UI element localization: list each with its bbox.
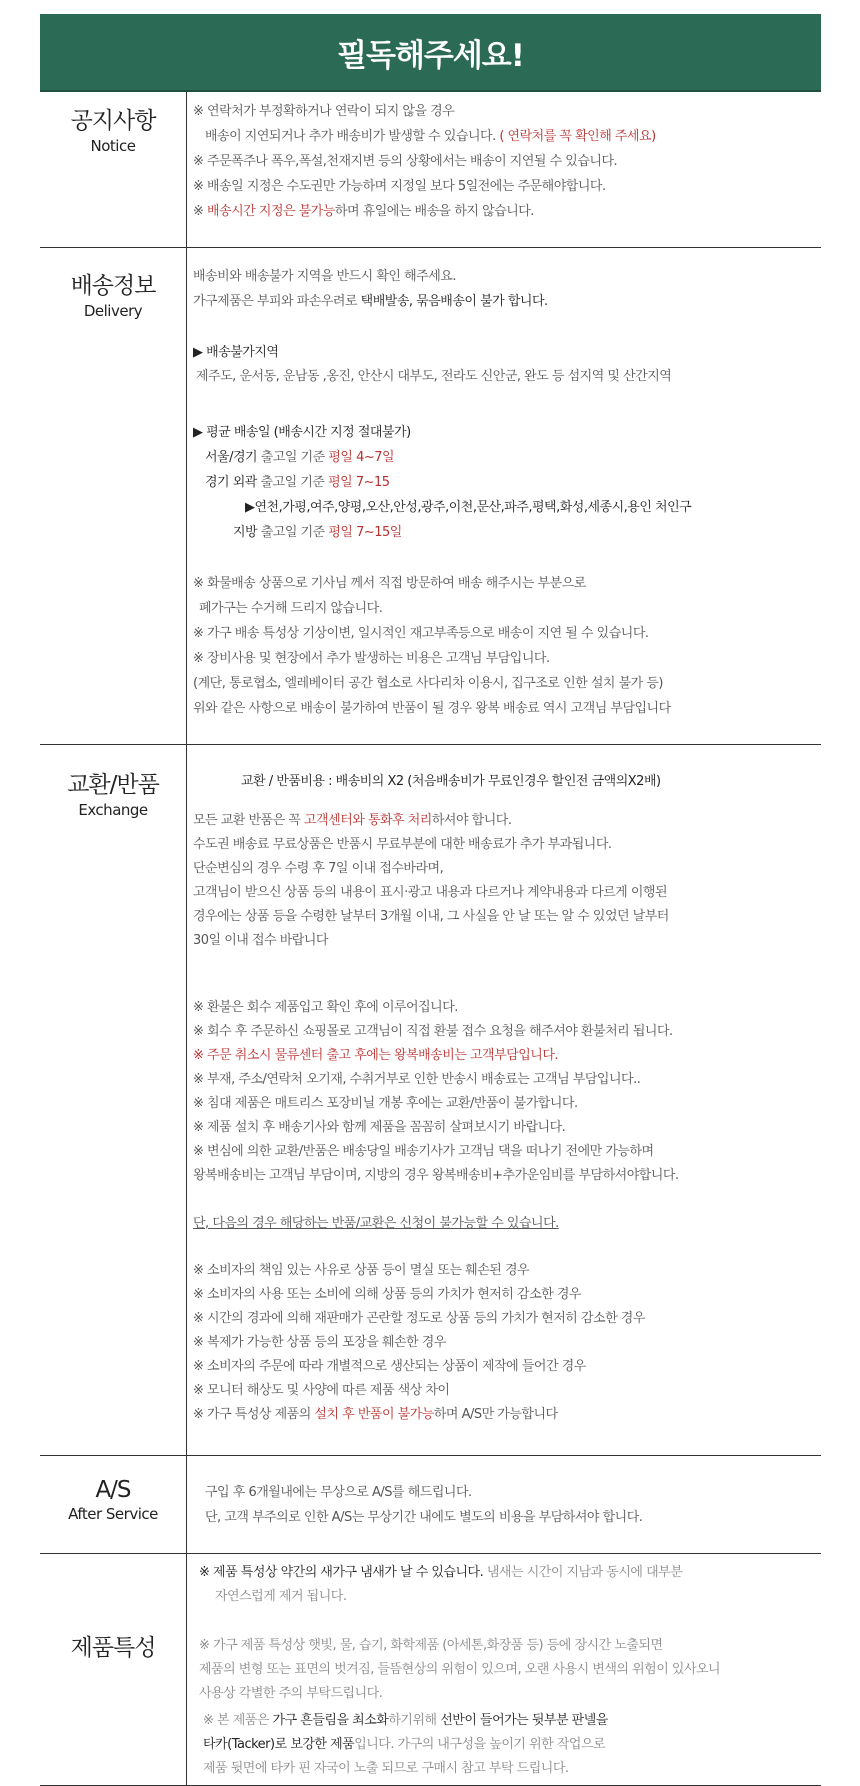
exchange-line: 왕복배송비는 고객님 부담이며, 지방의 경우 왕복배송비+추가운임비를 부담하셔야합니다.	[193, 1168, 679, 1183]
notice-line: ※ 주문폭주나 폭우,폭설,천재지변 등의 상황에서는 배송이 지연될 수 있습니다.	[193, 154, 618, 169]
exchange-line: ※ 제품 설치 후 배송기사와 함께 제품을 꼼꼼히 살펴보시기 바랍니다.	[193, 1120, 566, 1135]
delivery-label-en: Delivery	[83, 302, 143, 320]
notice-label	[40, 102, 186, 155]
exchange-line: ※ 복제가 가능한 상품 등의 포장을 훼손한 경우	[193, 1335, 446, 1350]
delivery-label-ko: 배송정보	[70, 273, 156, 299]
notice-line: ※ 배송일 지정은 수도권만 가능하며 지정일 보다 5일전에는 주문해야합니다.	[193, 179, 606, 194]
section-divider	[186, 92, 187, 247]
delivery-heading: ▶ 평균 배송일 (배송시간 지정 절대불가)	[193, 425, 411, 440]
product-label-ko: 제품특성	[70, 1635, 156, 1661]
notice-line: 배송이 지연되거나 추가 배송비가 발생할 수 있습니다. ( 연락처를 꼭 확인해 주세요)	[205, 129, 656, 144]
delivery-line: ※ 가구 배송 특성상 기상이변, 일시적인 재고부족등으로 배송이 지연 될 수 있습니다.	[193, 626, 649, 641]
as-label-en: After Service	[68, 1505, 158, 1523]
product-line: 사용상 각별한 주의 부탁드립니다.	[199, 1686, 383, 1701]
delivery-line: ※ 화물배송 상품으로 기사님 께서 직접 방문하여 배송 해주시는 부분으로	[193, 576, 586, 591]
section-divider	[186, 744, 187, 1455]
product-line: 자연스럽게 제거 됩니다.	[215, 1589, 347, 1604]
section-divider	[186, 247, 187, 744]
exchange-section	[40, 744, 821, 1456]
notice-line: ※ 연락처가 부정확하거나 연락이 되지 않을 경우	[193, 104, 455, 119]
product-line: 제품의 변형 또는 표면의 벗겨짐, 들뜸현상의 위험이 있으며, 오랜 사용시 변색의 위험이 있사오니	[199, 1662, 721, 1677]
product-label	[40, 1629, 186, 1662]
delivery-line: 위와 같은 사항으로 배송이 불가하여 반품이 될 경우 왕복 배송료 역시 고객님 부담입니다	[193, 701, 671, 716]
exchange-fee: 교환 / 반품비용 : 배송비의 X2 (처음배송비가 무료인경우 할인전 금액의X2배)	[241, 774, 661, 789]
delivery-row: 지방 출고일 기준 평일 7~15일	[233, 525, 402, 540]
product-line: 타카(Tacker)로 보강한 제품입니다. 가구의 내구성을 높이기 위한 작업으로	[203, 1737, 606, 1752]
delivery-row: ▶연천,가평,여주,양평,오산,안성,광주,이천,문산,파주,평택,화성,세종시,용인 처인구	[245, 500, 692, 515]
product-line: 제품 뒷면에 타카 핀 자국이 노출 되므로 구매시 참고 부탁 드립니다.	[203, 1761, 569, 1776]
delivery-line: (계단, 통로협소, 엘레베이터 공간 협소로 사다리차 이용시, 집구조로 인한 설치 불가 등)	[193, 676, 663, 691]
exchange-line: ※ 시간의 경과에 의해 재판매가 곤란할 정도로 상품 등의 가치가 현저히 감소한 경우	[193, 1311, 645, 1326]
delivery-row: 경기 외곽 출고일 기준 평일 7~15	[205, 475, 390, 490]
exchange-line: ※ 부재, 주소/연락처 오기재, 수취거부로 인한 반송시 배송료는 고객님 부담입니다..	[193, 1072, 641, 1087]
exchange-line: 고객님이 받으신 상품 등의 내용이 표시·광고 내용과 다르거나 계약내용과 다르게 이행된	[193, 885, 668, 900]
exchange-line: ※ 주문 취소시 물류센터 출고 후에는 왕복배송비는 고객부담입니다.	[193, 1048, 559, 1063]
delivery-line: 배송비와 배송불가 지역을 반드시 확인 해주세요.	[193, 269, 456, 284]
delivery-line: 가구제품은 부피와 파손우려로 택배발송, 묶음배송이 불가 합니다.	[193, 294, 548, 309]
exchange-line: 경우에는 상품 등을 수령한 날부터 3개월 이내, 그 사실을 안 날 또는 알 수 있었던 날부터	[193, 909, 669, 924]
exchange-label	[40, 766, 186, 819]
exchange-line: ※ 회수 후 주문하신 쇼핑몰로 고객님이 직접 환불 접수 요청을 해주셔야 환불처리 됩니다.	[193, 1024, 673, 1039]
as-line: 단, 고객 부주의로 인한 A/S는 무상기간 내에도 별도의 비용을 부담하셔야 합니다.	[205, 1510, 643, 1525]
exchange-line: ※ 가구 특성상 제품의 설치 후 반품이 불가능하며 A/S만 가능합니다	[193, 1407, 558, 1422]
product-section	[40, 1553, 821, 1786]
as-label-ko: A/S	[95, 1477, 131, 1503]
exchange-label-ko: 교환/반품	[67, 772, 159, 798]
exchange-line: ※ 침대 제품은 매트리스 포장비닐 개봉 후에는 교환/반품이 불가합니다.	[193, 1096, 578, 1111]
exchange-line: ※ 소비자의 책임 있는 사유로 상품 등이 멸실 또는 훼손된 경우	[193, 1263, 530, 1278]
exchange-line: ※ 소비자의 주문에 따라 개별적으로 생산되는 상품이 제작에 들어간 경우	[193, 1359, 586, 1374]
product-line: ※ 가구 제품 특성상 햇빛, 물, 습기, 화학제품 (아세톤,화장품 등) 등에 장시간 노출되면	[199, 1638, 663, 1653]
exchange-label-en: Exchange	[78, 801, 148, 819]
delivery-line: 폐가구는 수거해 드리지 않습니다.	[199, 601, 383, 616]
delivery-line: 제주도, 운서동, 운남동 ,옹진, 안산시 대부도, 전라도 신안군, 완도 등 섬지역 및 산간지역	[196, 369, 672, 384]
notice-line: ※ 배송시간 지정은 불가능하며 휴일에는 배송을 하지 않습니다.	[193, 204, 534, 219]
section-divider	[186, 1455, 187, 1553]
section-divider	[186, 1553, 187, 1785]
notice-section	[40, 92, 821, 248]
delivery-heading: ▶ 배송불가지역	[193, 345, 279, 360]
as-label	[40, 1477, 186, 1523]
exchange-line: ※ 변심에 의한 교환/반품은 배송당일 배송기사가 고객님 댁을 떠나기 전에만 가능하며	[193, 1144, 654, 1159]
delivery-row: 서울/경기 출고일 기준 평일 4~7일	[205, 450, 395, 465]
product-line: ※ 본 제품은 가구 흔들림을 최소화하기위해 선반이 들어가는 뒷부분 판넬을	[203, 1713, 608, 1728]
exchange-exception-heading: 단, 다음의 경우 해당하는 반품/교환은 신청이 불가능할 수 있습니다.	[193, 1216, 559, 1231]
exchange-line: 30일 이내 접수 바랍니다	[193, 933, 328, 948]
exchange-line: ※ 환불은 회수 제품입고 확인 후에 이루어집니다.	[193, 1000, 458, 1015]
notice-label-ko: 공지사항	[70, 108, 156, 134]
exchange-line: 모든 교환 반품은 꼭 고객센터와 통화후 처리하셔야 합니다.	[193, 813, 512, 828]
exchange-line: ※ 모니터 해상도 및 사양에 따른 제품 색상 차이	[193, 1383, 450, 1398]
product-line: ※ 제품 특성상 약간의 새가구 냄새가 날 수 있습니다. 냄새는 시간이 지남과 동시에 대부분	[199, 1565, 683, 1580]
delivery-section	[40, 247, 821, 745]
exchange-line: 단순변심의 경우 수령 후 7일 이내 접수바라며,	[193, 861, 444, 876]
notice-label-en: Notice	[90, 137, 136, 155]
exchange-line: ※ 소비자의 사용 또는 소비에 의해 상품 등의 가치가 현저히 감소한 경우	[193, 1287, 581, 1302]
as-section	[40, 1455, 821, 1554]
notice-page	[40, 14, 821, 1776]
delivery-label	[40, 267, 186, 320]
as-line: 구입 후 6개월내에는 무상으로 A/S를 해드립니다.	[205, 1485, 472, 1500]
read-required-banner: 필독해주세요!	[40, 14, 821, 92]
exchange-line: 수도권 배송료 무료상품은 반품시 무료부분에 대한 배송료가 추가 부과됩니다.	[193, 837, 612, 852]
delivery-line: ※ 장비사용 및 현장에서 추가 발생하는 비용은 고객님 부담입니다.	[193, 651, 550, 666]
